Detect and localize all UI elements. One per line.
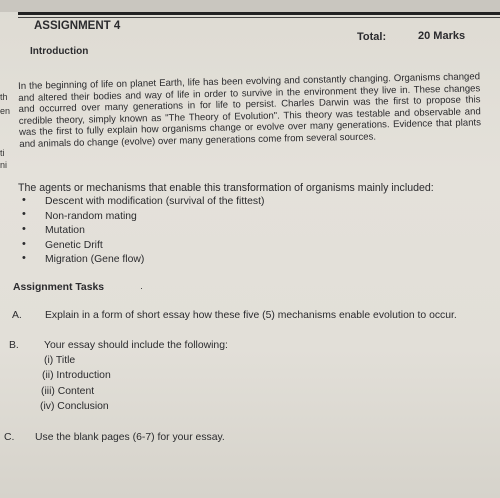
mechanism-item: Genetic Drift (45, 240, 103, 251)
task-a-text: Explain in a form of short essay how these five (5) mechanisms enable evolution to occur. (45, 310, 457, 321)
bullet-icon: • (22, 194, 26, 206)
intro-heading: Introduction (30, 46, 89, 57)
margin-fragment: ti (0, 148, 5, 158)
bullet-icon: • (22, 208, 26, 220)
bullet-icon: • (22, 223, 26, 235)
margin-fragment: en (0, 106, 11, 116)
bullet-icon: • (22, 238, 26, 250)
mechanism-item: Mutation (45, 225, 85, 236)
task-b-item: (i) Title (44, 355, 76, 366)
task-b-marker: B. (9, 340, 19, 351)
header-rule-thin (18, 17, 500, 18)
task-c-text: Use the blank pages (6-7) for your essay. (35, 432, 225, 443)
stray-mark: · (140, 283, 143, 293)
total-label: Total: (357, 31, 387, 43)
top-edge (0, 0, 500, 12)
mechanism-item: Descent with modification (survival of the fittest) (45, 196, 265, 207)
margin-fragment: th (0, 92, 8, 102)
task-b-item: (iii) Content (41, 386, 95, 397)
margin-fragment: ni (0, 160, 8, 170)
header-rule (18, 12, 500, 15)
mechanism-item: Non-random mating (45, 211, 137, 222)
task-b-text: Your essay should include the following: (44, 340, 228, 351)
intro-paragraph: In the beginning of life on planet Earth, life has been evolving and constantly changing. Organisms changed and altered their bodies and way of life in order to survive in the environment they live in. These changes and occurred over many generations in for life to persist. Charles Darwin was the first to propose this credible theory, simply known as "The Theory of Evolution". This theory was testable and observable and was the first to fully explain how organisms change or evolve over many generations. Evidence that plants and animals do change (evolve) over many generations come from several sources. (18, 71, 482, 150)
bullet-icon: • (22, 252, 26, 264)
assignment-title: ASSIGNMENT 4 (34, 20, 121, 32)
total-value: 20 Marks (418, 30, 466, 42)
tasks-heading: Assignment Tasks (13, 282, 105, 293)
task-b-item: (iv) Conclusion (40, 401, 109, 412)
task-b-item: (ii) Introduction (42, 370, 111, 381)
task-a-marker: A. (12, 310, 22, 321)
task-c-marker: C. (4, 432, 15, 443)
mechanisms-lead: The agents or mechanisms that enable this transformation of organisms mainly included: (18, 182, 434, 194)
mechanism-item: Migration (Gene flow) (45, 254, 145, 265)
